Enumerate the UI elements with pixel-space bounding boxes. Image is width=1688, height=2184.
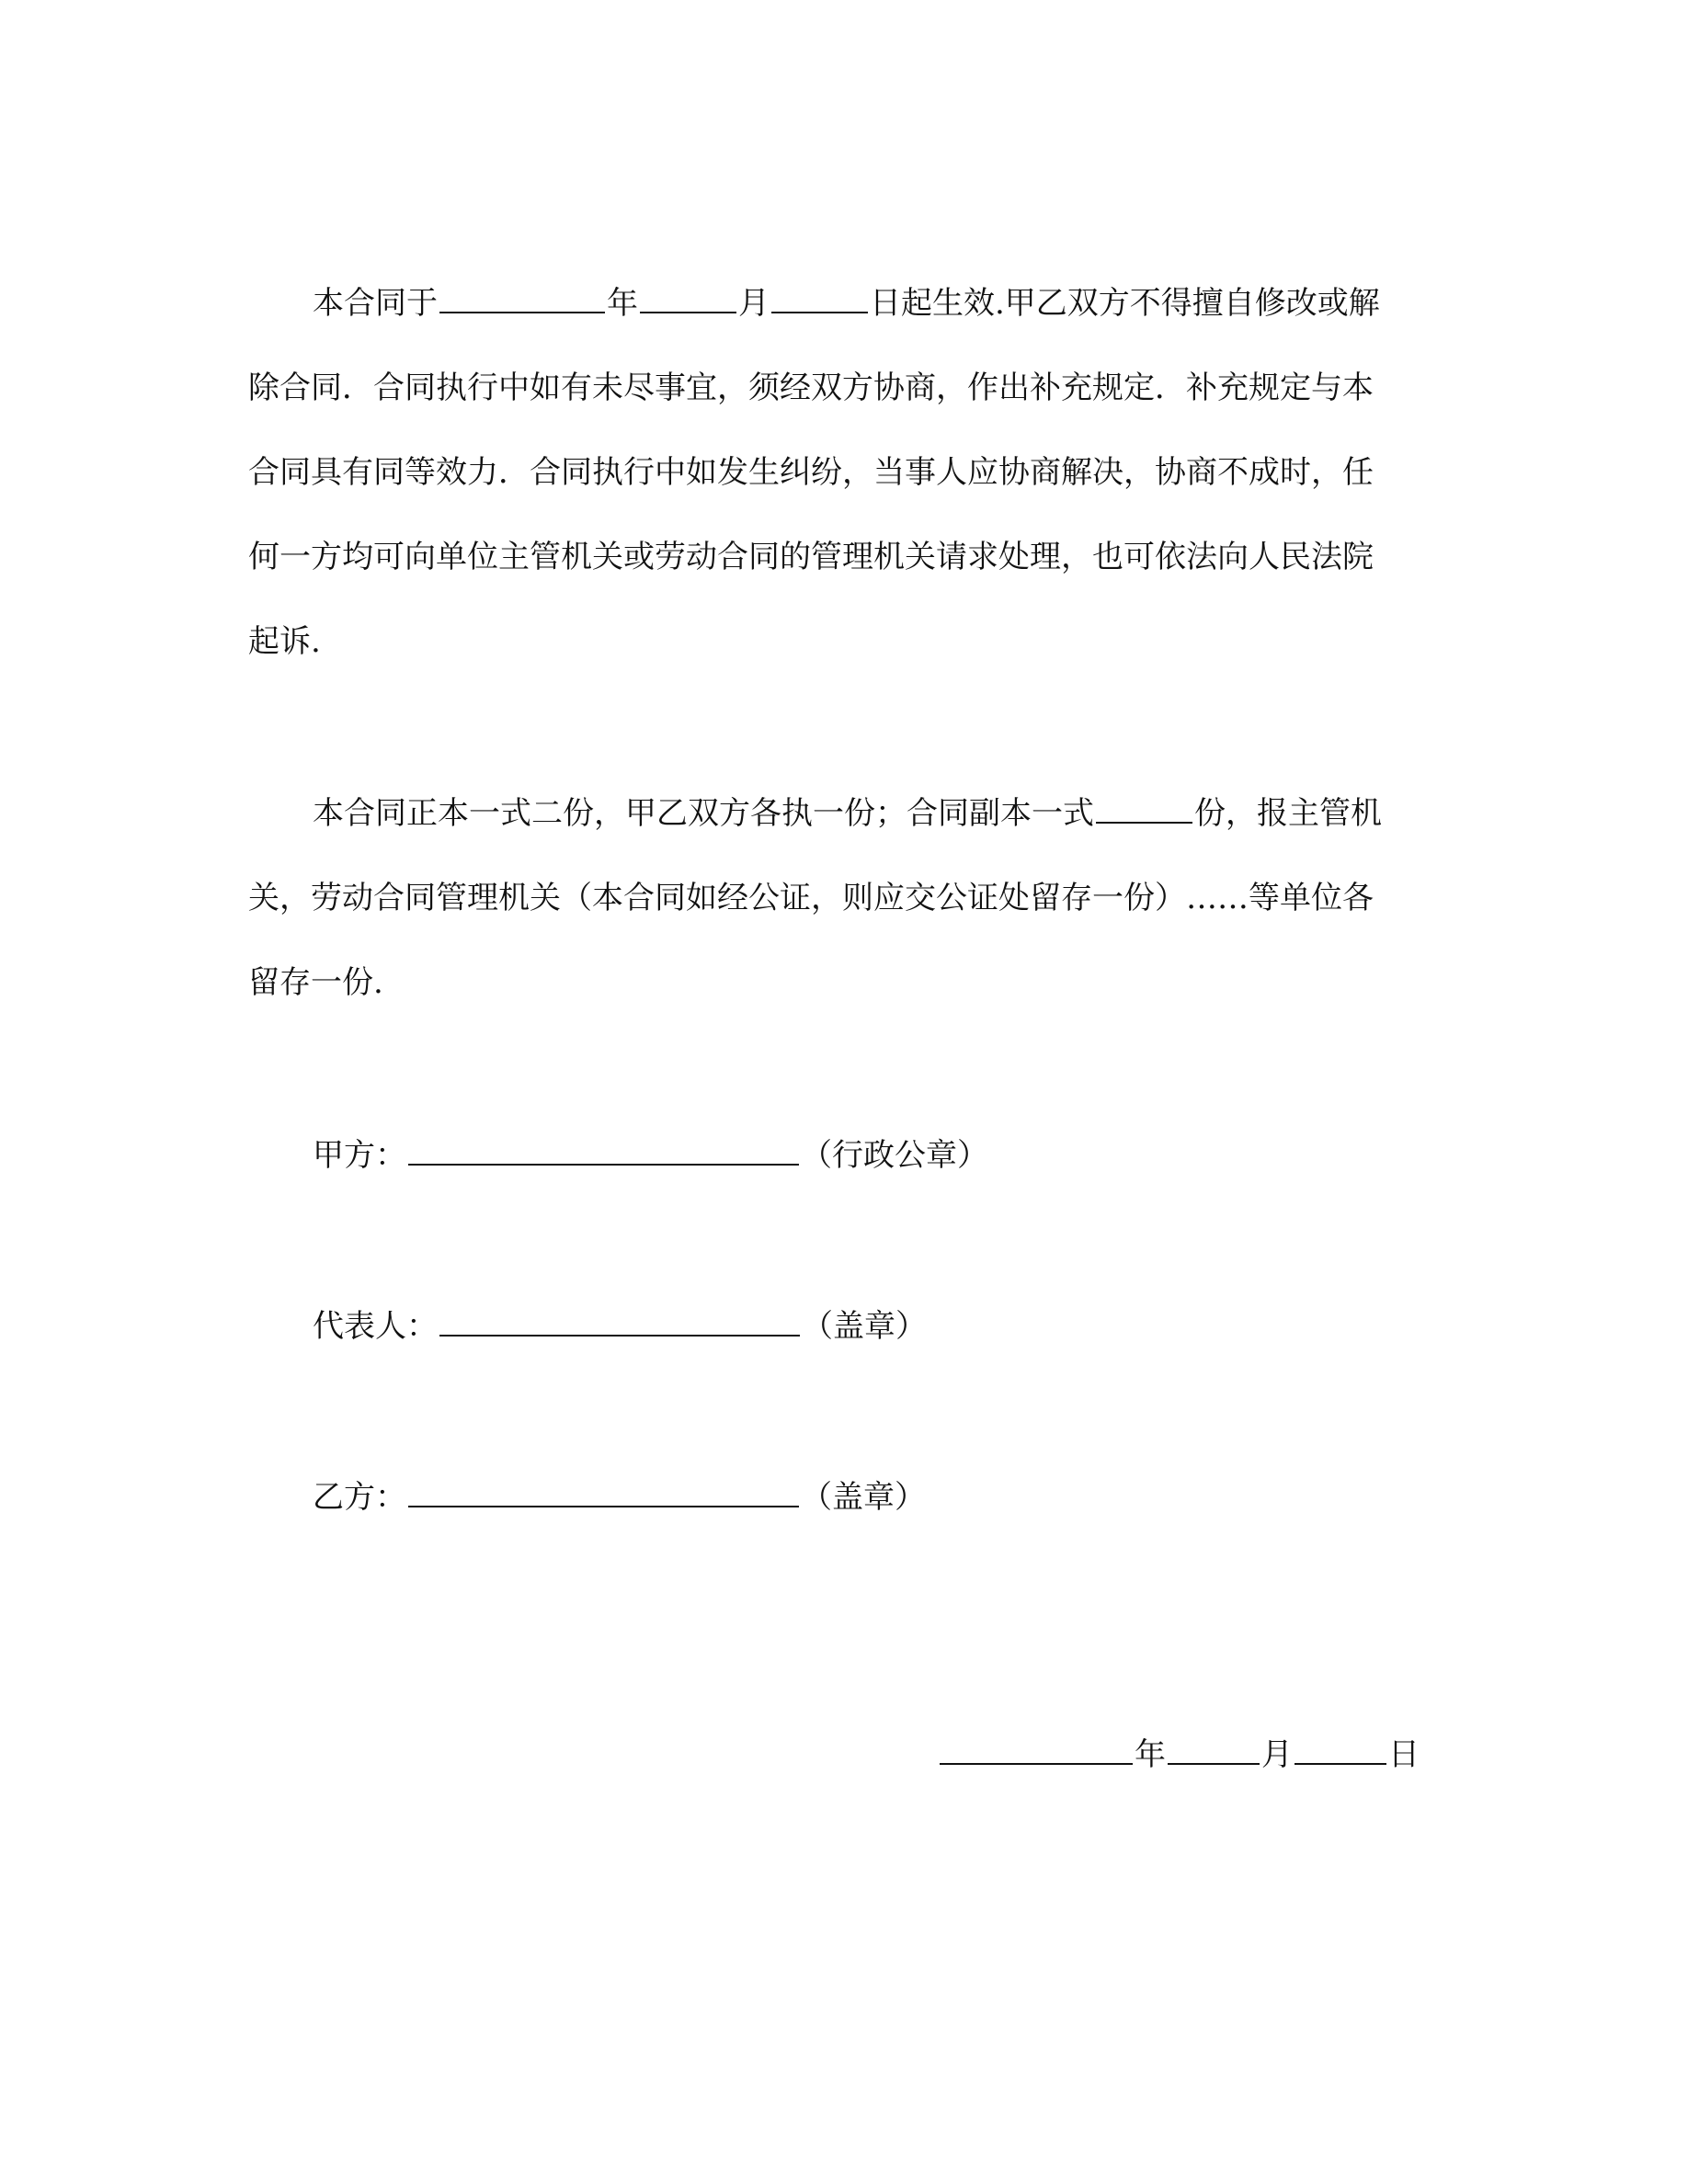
copies-text: 本合同正本一式二份，甲乙双方各执一份；合同副本一式 xyxy=(313,795,1094,832)
signing-month-label: 月 xyxy=(1261,1736,1293,1773)
paragraph1-line4: 何一方均可向单位主管机关或劳动合同的管理机关请求处理，也可依法向人民法院 xyxy=(248,539,1374,575)
party-a-blank[interactable] xyxy=(408,1132,799,1166)
signing-year-blank[interactable] xyxy=(940,1732,1133,1765)
signing-day-label: 日 xyxy=(1388,1736,1420,1773)
party-a-line xyxy=(313,1132,1508,1178)
effective-date-prefix: 本合同于 xyxy=(313,285,438,322)
effective-month-blank[interactable] xyxy=(640,280,736,313)
representative-blank[interactable] xyxy=(439,1303,800,1337)
representative-note: （盖章） xyxy=(802,1308,927,1345)
month-label: 月 xyxy=(738,285,770,322)
party-b-label: 乙方： xyxy=(313,1479,406,1516)
year-label: 年 xyxy=(607,285,638,322)
paragraph1-line1 xyxy=(313,280,1443,326)
representative-line xyxy=(313,1303,1508,1349)
effective-date-suffix: 日起生效.甲乙双方不得擅自修改或解 xyxy=(870,285,1380,322)
signing-date xyxy=(938,1732,1420,1778)
copies-suffix: 份，报主管机 xyxy=(1194,795,1382,832)
copies-count-blank[interactable] xyxy=(1096,791,1192,824)
paragraph1-line5: 起诉. xyxy=(248,623,321,660)
party-a-label: 甲方： xyxy=(313,1137,406,1174)
party-b-note: （盖章） xyxy=(801,1479,926,1516)
signing-year-label: 年 xyxy=(1135,1736,1166,1773)
paragraph2-line1 xyxy=(313,791,1443,836)
paragraph2-line3: 留存一份. xyxy=(248,964,383,1001)
party-a-note: （行政公章） xyxy=(801,1137,988,1174)
paragraph2-line2: 关，劳动合同管理机关（本合同如经公证，则应交公证处留存一份）……等单位各 xyxy=(248,880,1374,916)
representative-label: 代表人： xyxy=(313,1308,438,1345)
paragraph1-line2: 除合同．合同执行中如有未尽事宜，须经双方协商，作出补充规定．补充规定与本 xyxy=(248,370,1374,406)
effective-day-blank[interactable] xyxy=(771,280,868,313)
effective-year-blank[interactable] xyxy=(439,280,605,313)
paragraph1-line3: 合同具有同等效力．合同执行中如发生纠纷，当事人应协商解决，协商不成时，任 xyxy=(248,454,1374,491)
signing-month-blank[interactable] xyxy=(1168,1732,1260,1765)
party-b-blank[interactable] xyxy=(408,1474,799,1507)
signing-day-blank[interactable] xyxy=(1295,1732,1386,1765)
party-b-line xyxy=(313,1474,1508,1520)
